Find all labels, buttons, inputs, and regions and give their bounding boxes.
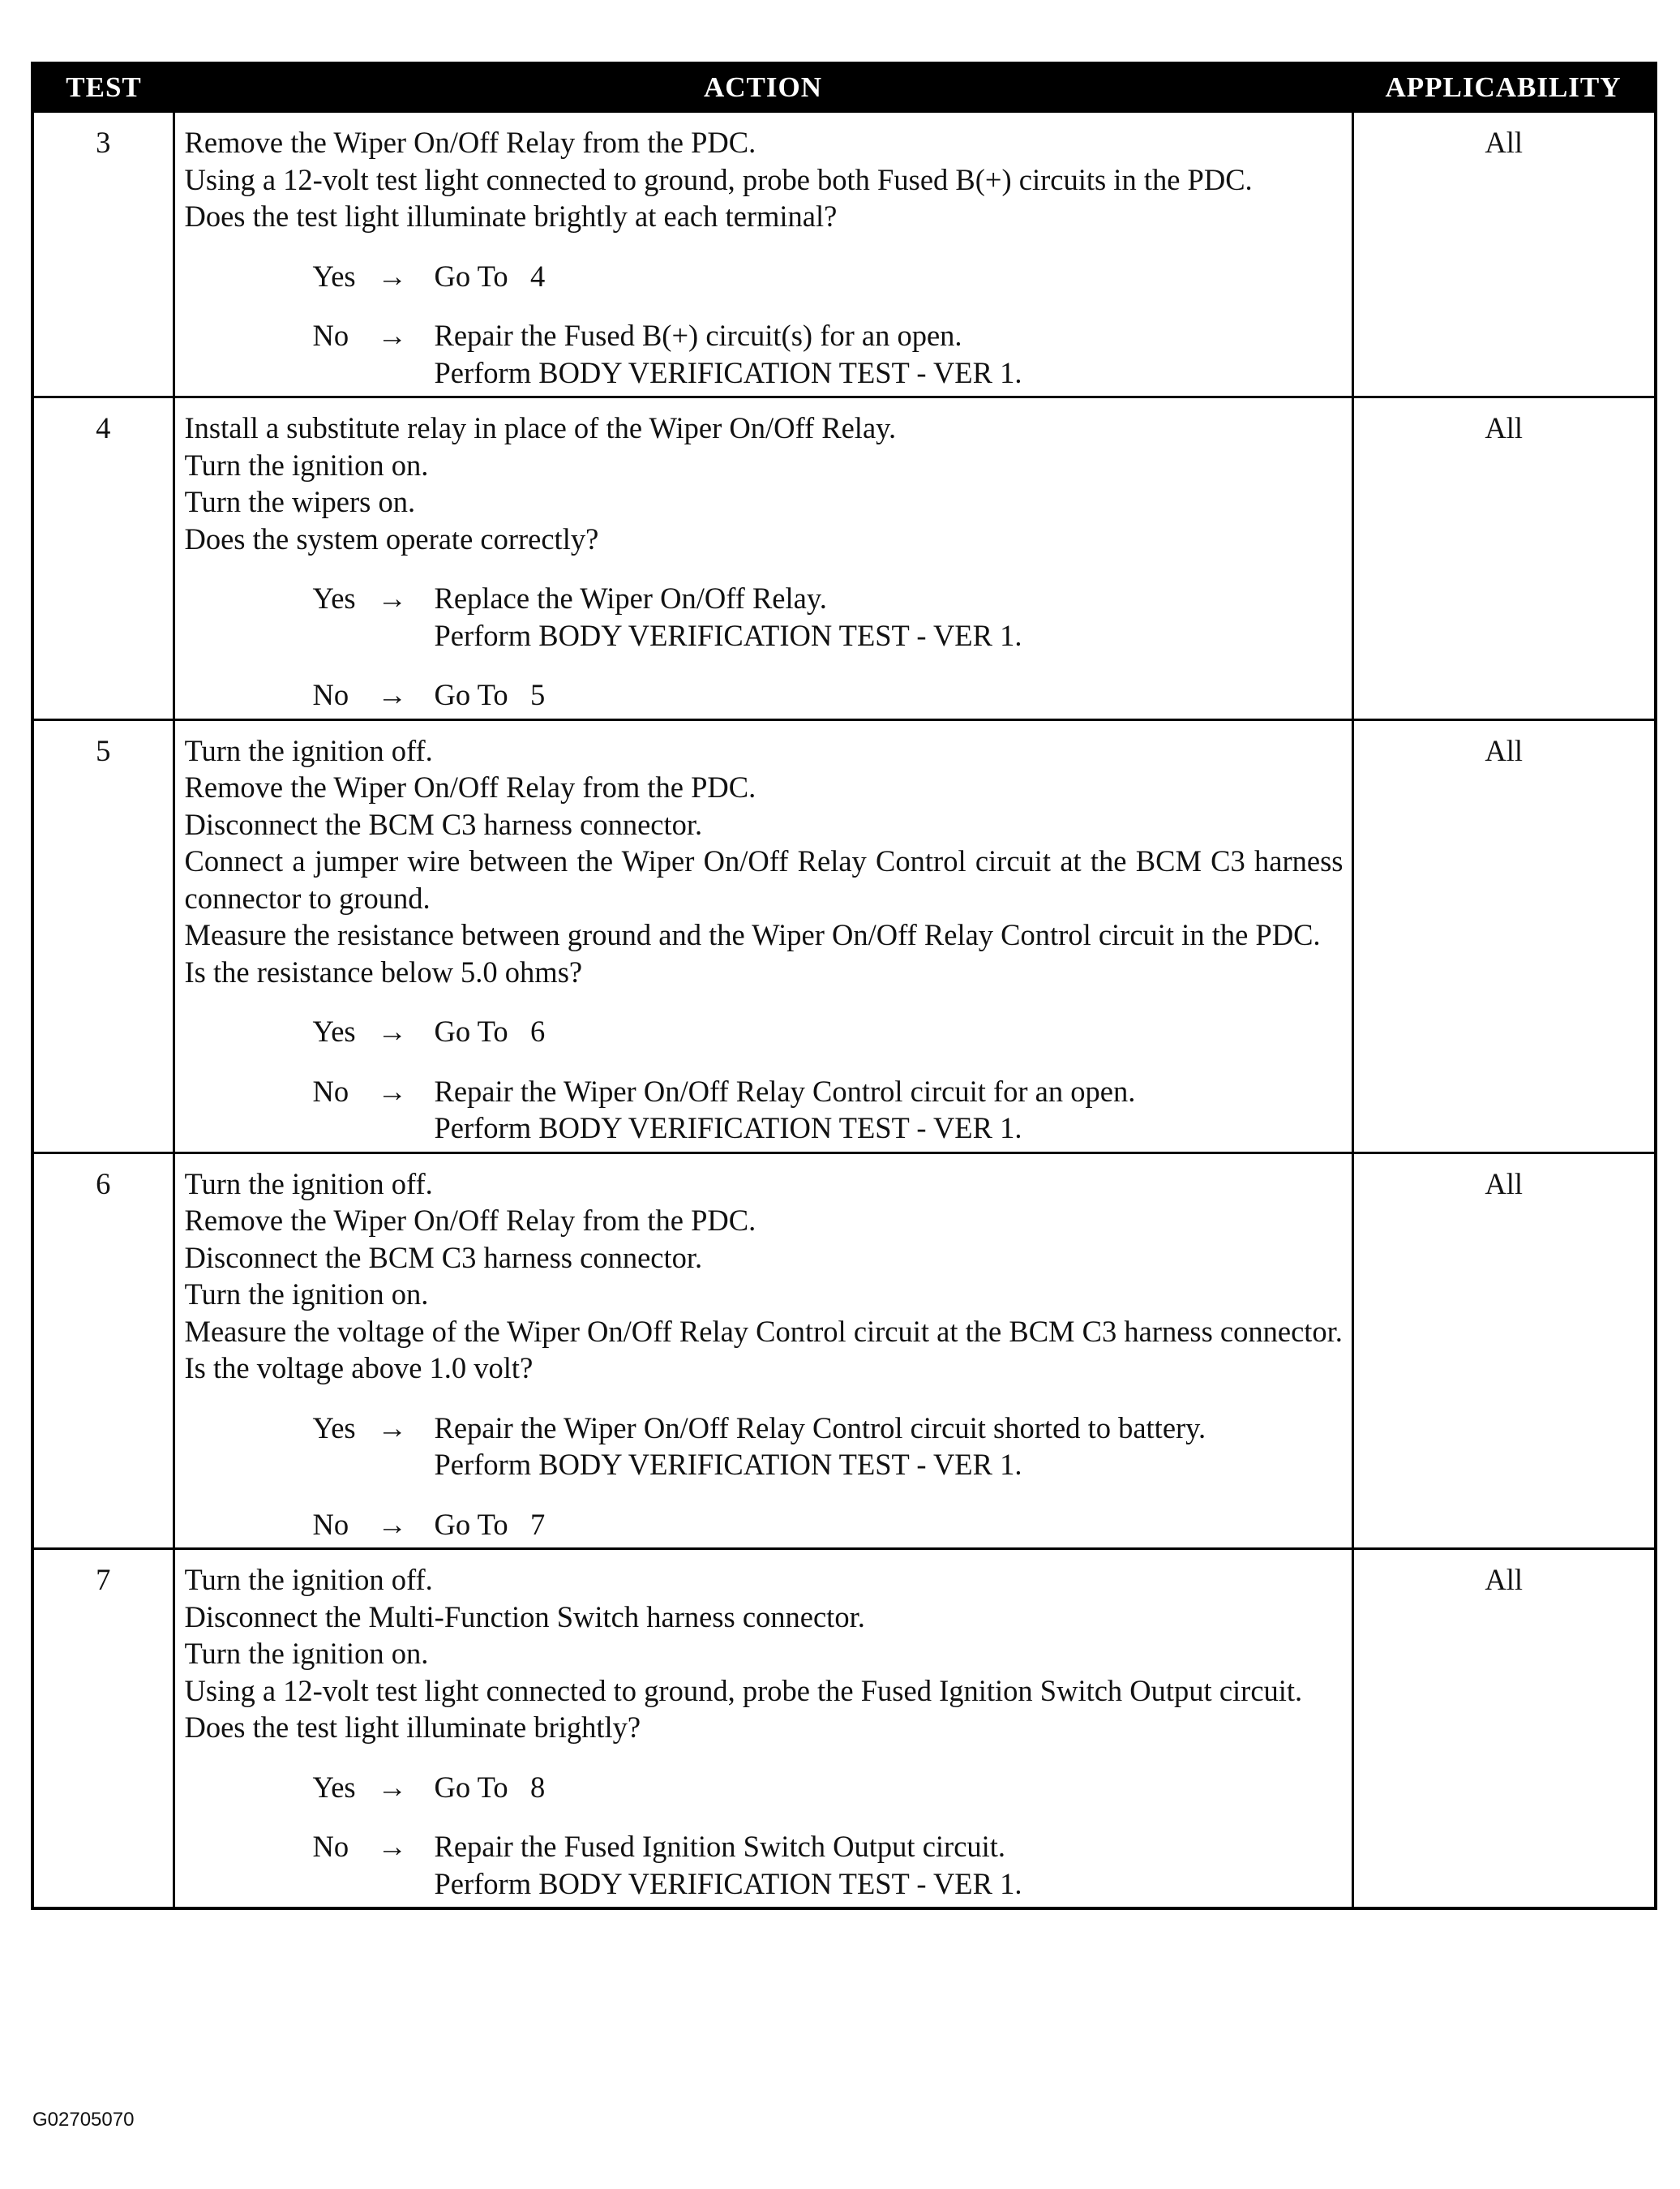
- action-step: Turn the ignition on.: [184, 1277, 429, 1311]
- test-number: 6: [32, 1152, 174, 1549]
- document-id: G02705070: [32, 2109, 135, 2131]
- outcome-result: [373, 1769, 1344, 1806]
- header-action: ACTION: [174, 63, 1352, 112]
- right-arrow-icon: →: [377, 1770, 407, 1804]
- action-cell: [174, 1152, 1352, 1549]
- outcome-answer: No: [312, 1074, 349, 1108]
- table-header: [32, 63, 1656, 112]
- outcome-result-line: Perform BODY VERIFICATION TEST - VER 1.: [434, 1866, 1022, 1900]
- applicability-cell: All: [1352, 1152, 1656, 1549]
- action-step: Remove the Wiper On/Off Relay from the PDC.: [184, 126, 756, 159]
- outcome-answer: Yes: [312, 1770, 356, 1804]
- action-step: Remove the Wiper On/Off Relay from the PDC.: [184, 770, 756, 804]
- outcome-no: [191, 676, 1344, 714]
- outcome-yes: [191, 258, 1344, 295]
- outcome-no: [191, 1073, 1344, 1147]
- outcome-result: [373, 1506, 1344, 1543]
- outcome-answer: Yes: [312, 1410, 356, 1444]
- table-row: [32, 112, 1656, 397]
- action-step: Does the system operate correctly?: [184, 521, 599, 556]
- applicability-cell: All: [1352, 1549, 1656, 1909]
- outcome-result-line: Go To 4: [434, 259, 546, 293]
- outcome-result: [373, 676, 1344, 714]
- right-arrow-icon: →: [377, 319, 407, 352]
- action-step: Measure the resistance between ground and the Wiper On/Off Relay Control circuit in the PDC.: [184, 918, 1321, 951]
- header-applicability: APPLICABILITY: [1352, 63, 1656, 112]
- table-row: [32, 397, 1656, 720]
- outcome-no: [191, 1506, 1344, 1543]
- action-cell: [174, 1549, 1352, 1909]
- table-row: [32, 719, 1656, 1152]
- right-arrow-icon: →: [377, 582, 407, 615]
- action-step: Is the resistance below 5.0 ohms?: [184, 955, 583, 989]
- action-step: Remove the Wiper On/Off Relay from the PDC.: [184, 1204, 756, 1237]
- outcome-result-line: Repair the Fused Ignition Switch Output circuit.: [434, 1830, 1006, 1863]
- right-arrow-icon: →: [377, 1015, 407, 1048]
- right-arrow-icon: →: [377, 1410, 407, 1444]
- table-row: [32, 1152, 1656, 1549]
- outcome-answer: No: [312, 319, 349, 352]
- outcome-result-line: Perform BODY VERIFICATION TEST - VER 1.: [434, 1111, 1022, 1144]
- outcome-no: [191, 317, 1344, 391]
- diagnostic-test-table: [31, 62, 1657, 1910]
- right-arrow-icon: →: [377, 1074, 407, 1108]
- outcome-result-line: Repair the Wiper On/Off Relay Control circuit shorted to battery.: [434, 1410, 1206, 1444]
- test-number: 4: [32, 397, 174, 720]
- action-step: Disconnect the BCM C3 harness connector.: [184, 807, 703, 841]
- outcome-yes: [191, 580, 1344, 654]
- outcome-answer: Yes: [312, 582, 356, 615]
- outcome-result-line: Perform BODY VERIFICATION TEST - VER 1.: [434, 1448, 1022, 1481]
- outcome-result: [373, 1828, 1344, 1902]
- outcome-result: [373, 317, 1344, 391]
- outcome-result: [373, 1013, 1344, 1050]
- action-cell: [174, 112, 1352, 397]
- outcome-result-line: Go To 5: [434, 678, 546, 711]
- outcome-result: [373, 580, 1344, 654]
- outcome-result-line: Go To 7: [434, 1507, 546, 1541]
- outcome-result: [373, 1073, 1344, 1147]
- outcome-answer: No: [312, 1507, 349, 1541]
- outcome-result-line: Perform BODY VERIFICATION TEST - VER 1.: [434, 618, 1022, 652]
- outcome-result: [373, 1410, 1344, 1483]
- action-step: Install a substitute relay in place of the Wiper On/Off Relay.: [184, 411, 897, 444]
- outcome-no: [191, 1828, 1344, 1902]
- action-step: Disconnect the Multi-Function Switch harness connector.: [184, 1599, 865, 1633]
- action-step: Is the voltage above 1.0 volt?: [184, 1351, 534, 1384]
- action-step: Turn the ignition off.: [184, 733, 433, 767]
- outcome-answer: Yes: [312, 1015, 356, 1048]
- table-body: [32, 112, 1656, 1909]
- action-step: Turn the ignition on.: [184, 448, 429, 482]
- action-step: Disconnect the BCM C3 harness connector.: [184, 1240, 703, 1274]
- applicability-cell: All: [1352, 719, 1656, 1152]
- action-step: Does the test light illuminate brightly at each terminal?: [184, 200, 838, 233]
- outcome-answer: No: [312, 1830, 349, 1863]
- test-number: 3: [32, 112, 174, 397]
- header-test: TEST: [32, 63, 174, 112]
- outcome-yes: [191, 1769, 1344, 1806]
- outcome-result-line: Repair the Wiper On/Off Relay Control circuit for an open.: [434, 1074, 1136, 1108]
- right-arrow-icon: →: [377, 678, 407, 711]
- applicability-cell: All: [1352, 112, 1656, 397]
- outcome-answer: No: [312, 678, 349, 711]
- action-step: Using a 12-volt test light connected to ground, probe both Fused B(+) circuits in the PDC.: [184, 162, 1253, 196]
- right-arrow-icon: →: [377, 1830, 407, 1863]
- action-step: Turn the ignition off.: [184, 1563, 433, 1596]
- outcome-result-line: Repair the Fused B(+) circuit(s) for an open.: [434, 319, 962, 352]
- action-step: Connect a jumper wire between the Wiper On/Off Relay Control circuit at the BCM C3 harness connector to ground.: [184, 844, 1344, 915]
- action-step: Does the test light illuminate brightly?: [184, 1710, 641, 1744]
- action-step: Using a 12-volt test light connected to ground, probe the Fused Ignition Switch Output circuit.: [184, 1673, 1303, 1707]
- right-arrow-icon: →: [377, 259, 407, 293]
- table-row: [32, 1549, 1656, 1909]
- outcome-result-line: Go To 6: [434, 1015, 546, 1048]
- applicability-cell: All: [1352, 397, 1656, 720]
- header-row: [32, 63, 1656, 112]
- right-arrow-icon: →: [377, 1507, 407, 1541]
- outcome-result-line: Replace the Wiper On/Off Relay.: [434, 582, 827, 615]
- action-step: Measure the voltage of the Wiper On/Off Relay Control circuit at the BCM C3 harness connector.: [184, 1314, 1343, 1348]
- outcome-yes: [191, 1410, 1344, 1483]
- outcome-answer: Yes: [312, 259, 356, 293]
- action-step: Turn the wipers on.: [184, 485, 416, 518]
- action-cell: [174, 397, 1352, 720]
- action-step: Turn the ignition off.: [184, 1166, 433, 1200]
- action-step: Turn the ignition on.: [184, 1637, 429, 1670]
- outcome-result: [373, 258, 1344, 295]
- test-number: 5: [32, 719, 174, 1152]
- outcome-result-line: Perform BODY VERIFICATION TEST - VER 1.: [434, 355, 1022, 389]
- action-cell: [174, 719, 1352, 1152]
- outcome-yes: [191, 1013, 1344, 1050]
- outcome-result-line: Go To 8: [434, 1770, 546, 1804]
- test-number: 7: [32, 1549, 174, 1909]
